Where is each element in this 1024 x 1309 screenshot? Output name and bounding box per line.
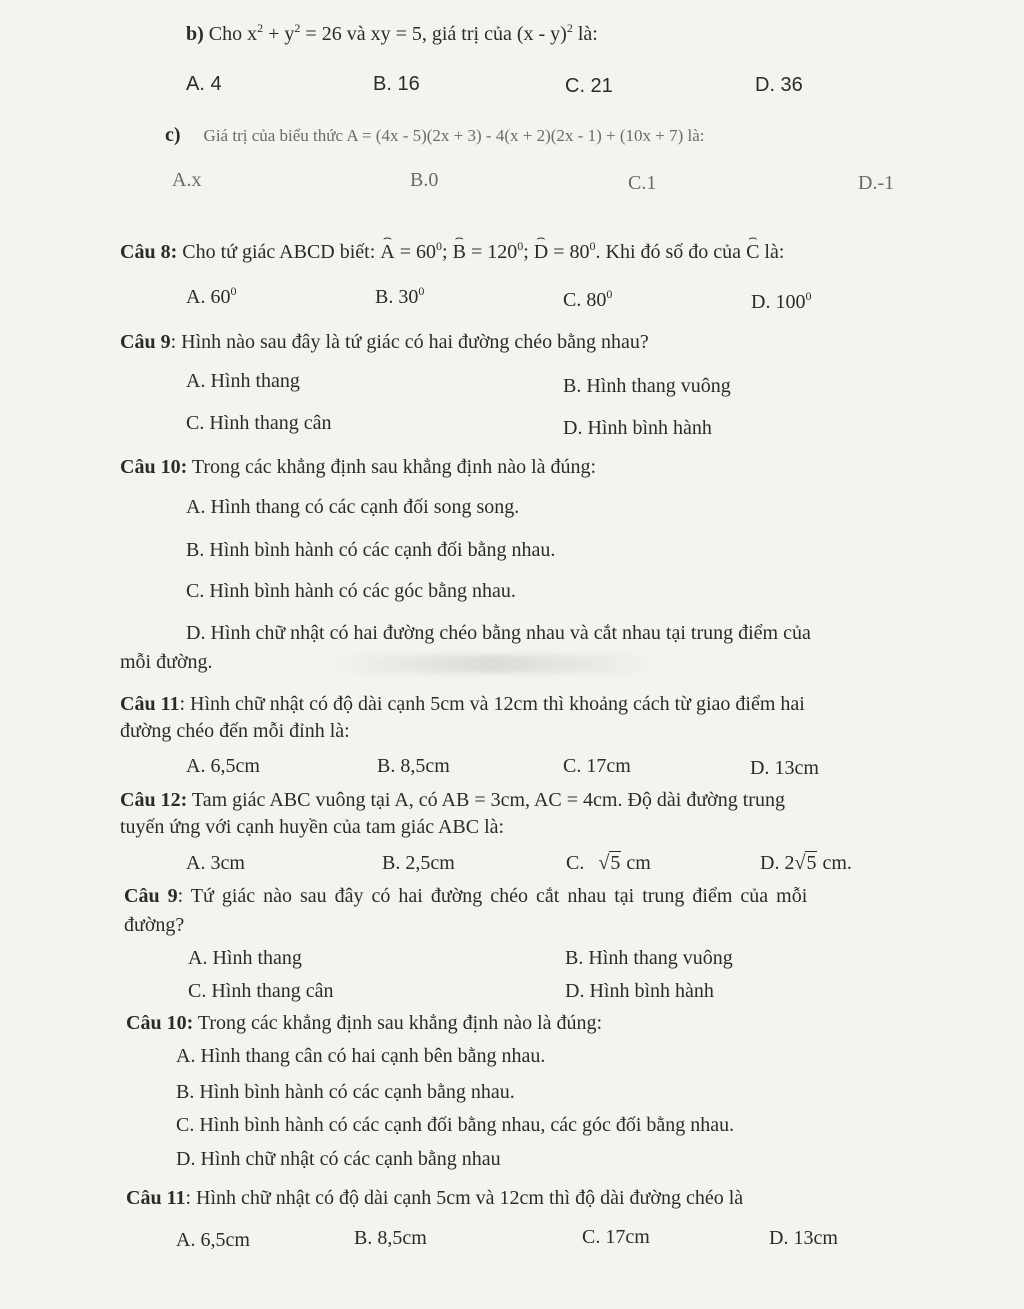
question-10-stem [120, 455, 596, 479]
sqrt-radicand [805, 851, 817, 875]
question-text: là: [759, 241, 785, 263]
question-11-label: Câu 11 [120, 693, 180, 715]
question-b-text-2: + y [263, 23, 295, 45]
option-b: B. Hình bình hành có các cạnh đối bằng nhau. [186, 539, 556, 561]
question-8-stem [120, 240, 784, 264]
question-text: Trong các khẳng định sau khẳng định nào là đúng: [193, 1012, 603, 1034]
question-10-label: Câu 10: [120, 456, 188, 478]
option-d: D. Hình chữ nhật có hai đường chéo bằng nhau và cắt nhau tại trung điểm của [186, 622, 811, 644]
question-c-text: Giá trị của biểu thức A = (4x - 5)(2x + 3) - 4(x + 2)(2x - 1) + (10x + 7) là: [203, 126, 705, 145]
option-d [751, 290, 811, 314]
question-b-stem [186, 22, 598, 46]
radicand: 5 [806, 852, 817, 874]
question-text: : Hình nào sau đây là tứ giác có hai đường chéo bằng nhau? [170, 331, 649, 353]
question-text: Cho tứ giác ABCD biết: [177, 241, 381, 263]
option-b: B. 2,5cm [382, 852, 455, 874]
option-d [760, 851, 852, 875]
question-text: = 120 [465, 241, 518, 263]
option-a: A.x [172, 169, 202, 191]
unit: cm [621, 852, 651, 874]
degree: 0 [230, 284, 237, 298]
option-d-continuation: mỗi đường. [120, 651, 213, 673]
question-c-stem [165, 123, 704, 148]
question-b-text-1: Cho x [203, 23, 258, 45]
radicand: 5 [610, 852, 621, 874]
option-text: B. 30 [375, 286, 419, 308]
degree: 0 [517, 239, 524, 253]
question-text: = 60 [394, 241, 437, 263]
option-b: B. 8,5cm [377, 755, 450, 777]
question-text: = 80 [548, 241, 590, 263]
degree: 0 [805, 289, 812, 303]
scan-smudge [330, 655, 660, 673]
question-11b-stem [126, 1186, 743, 1210]
question-text: : Tứ giác nào sau đây có hai đường chéo cắt nhau tại trung điểm của mỗi [177, 885, 808, 907]
question-b-label: b) [186, 23, 204, 45]
option-c: C.1 [628, 172, 657, 194]
sqrt-sign: √ [598, 852, 610, 874]
option-a: A. 4 [186, 73, 222, 95]
option-c: C. Hình thang cân [186, 412, 332, 434]
angle-c: ⌢ C [746, 240, 759, 264]
option-c [563, 288, 612, 312]
option-d: D. 13cm [750, 757, 819, 779]
question-text: Tam giác ABC vuông tại A, có AB = 3cm, AC = 4cm. Độ dài đường trung [187, 789, 785, 811]
question-9-stem [120, 330, 649, 354]
option-text: D. 2 [760, 852, 795, 874]
question-9b-stem-line-2: đường? [124, 914, 185, 936]
question-11-stem-line-2: đường chéo đến mỗi đỉnh là: [120, 720, 350, 742]
option-a: A. Hình thang [186, 370, 300, 392]
angle-d: ⌢ D [534, 240, 548, 264]
option-d: D. Hình chữ nhật có các cạnh bằng nhau [176, 1148, 501, 1170]
option-d: D. Hình bình hành [565, 980, 714, 1002]
option-a: A. Hình thang cân có hai cạnh bên bằng nhau. [176, 1045, 546, 1067]
exponent: 2 [257, 21, 264, 35]
question-10b-label: Câu 10: [126, 1012, 194, 1034]
option-c: C. Hình bình hành có các góc bằng nhau. [186, 580, 516, 602]
option-c: C. Hình bình hành có các cạnh đối bằng nhau, các góc đối bằng nhau. [176, 1114, 735, 1136]
angle-b: ⌢ B [453, 240, 466, 264]
question-12-label: Câu 12: [120, 789, 188, 811]
sqrt-radicand [609, 851, 621, 875]
option-a [186, 285, 236, 309]
question-11b-label: Câu 11 [126, 1187, 186, 1209]
question-text: ; [442, 241, 453, 263]
question-text: . Khi đó số đo của [595, 241, 747, 263]
option-c [566, 851, 651, 875]
option-a: A. 6,5cm [176, 1229, 250, 1251]
option-text: C. 80 [563, 289, 607, 311]
question-9-label: Câu 9 [120, 331, 171, 353]
option-c: C. 17cm [582, 1226, 650, 1248]
question-text: ; [523, 241, 534, 263]
option-text: D. 100 [751, 291, 806, 313]
sqrt-sign: √ [794, 852, 806, 874]
question-text: : Hình chữ nhật có độ dài cạnh 5cm và 12cm thì khoảng cách từ giao điểm hai [179, 693, 805, 715]
option-d: D. 36 [755, 74, 803, 96]
question-text: Trong các khẳng định sau khẳng định nào là đúng: [187, 456, 597, 478]
question-9b-stem [124, 884, 807, 908]
degree: 0 [589, 239, 596, 253]
option-b: B. Hình thang vuông [563, 375, 731, 397]
unit: cm. [817, 852, 852, 874]
question-9b-label: Câu 9 [124, 885, 178, 907]
option-c: C. Hình thang cân [188, 980, 334, 1002]
degree: 0 [418, 284, 425, 298]
question-b-text-3: = 26 và xy = 5, giá trị của (x - y) [300, 23, 567, 45]
option-a: A. 3cm [186, 852, 245, 874]
option-d: D.-1 [858, 172, 895, 194]
question-b-text-4: là: [572, 23, 598, 45]
option-b: B. 16 [373, 73, 420, 95]
option-a: A. Hình thang [188, 947, 302, 969]
option-b: B. 8,5cm [354, 1227, 427, 1249]
question-10b-stem [126, 1011, 602, 1035]
option-a: A. 6,5cm [186, 755, 260, 777]
option-d: D. 13cm [769, 1227, 838, 1249]
degree: 0 [606, 287, 613, 301]
option-a: A. Hình thang có các cạnh đối song song. [186, 496, 520, 518]
degree: 0 [436, 239, 443, 253]
question-12-stem [120, 788, 785, 812]
option-d: D. Hình bình hành [563, 417, 712, 439]
option-b [375, 285, 424, 309]
question-c-label: c) [165, 124, 181, 146]
option-c: C. 21 [565, 75, 613, 97]
exponent: 2 [294, 21, 301, 35]
question-11-stem [120, 692, 805, 716]
option-c: C. 17cm [563, 755, 631, 777]
option-text: C. [566, 852, 585, 874]
question-12-stem-line-2: tuyến ứng với cạnh huyền của tam giác ABC là: [120, 816, 505, 838]
option-b: B. Hình thang vuông [565, 947, 733, 969]
question-text: : Hình chữ nhật có độ dài cạnh 5cm và 12cm thì độ dài đường chéo là [185, 1187, 744, 1209]
angle-a: ⌢ A [380, 240, 394, 264]
option-b: B.0 [410, 169, 439, 191]
option-text: A. 60 [186, 286, 231, 308]
option-b: B. Hình bình hành có các cạnh bằng nhau. [176, 1081, 515, 1103]
exponent: 2 [566, 21, 573, 35]
question-8-label: Câu 8: [120, 241, 178, 263]
